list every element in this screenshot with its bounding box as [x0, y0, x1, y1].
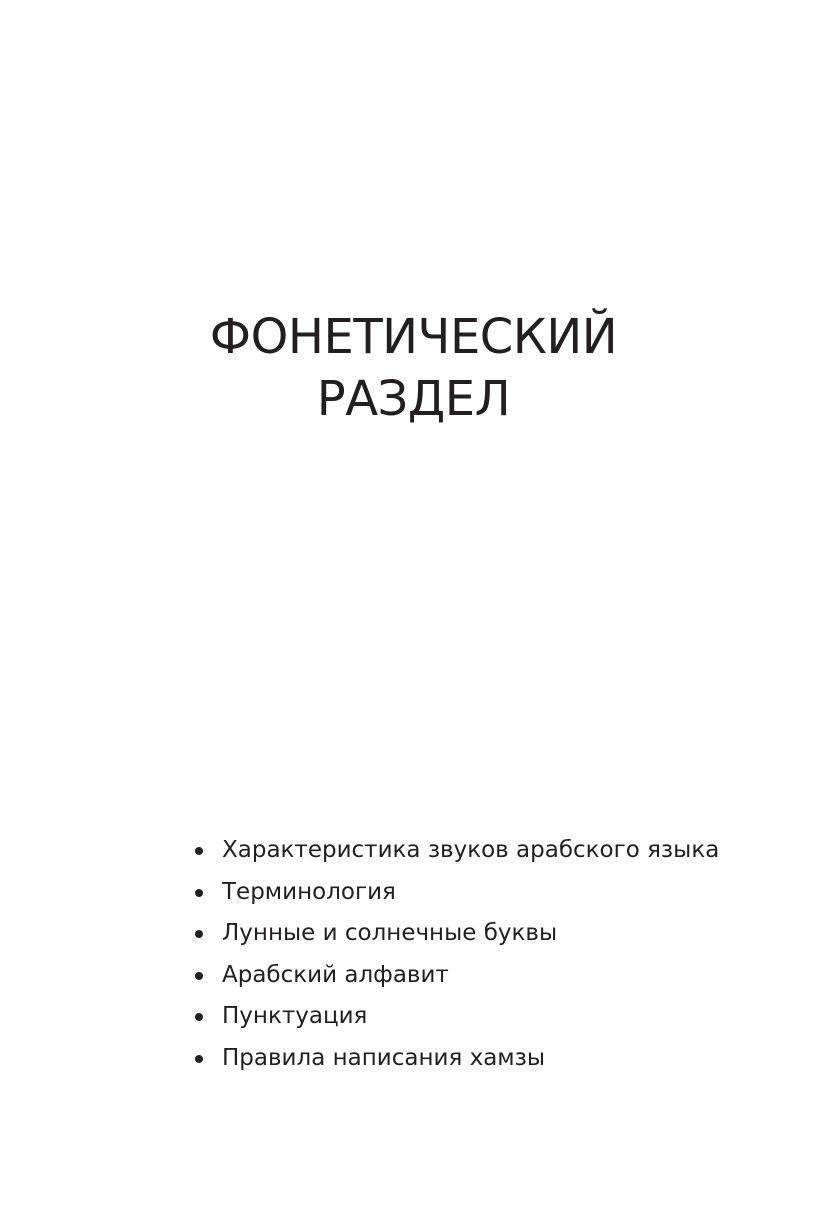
- topic-label: Характеристика звуков арабского языка: [222, 837, 720, 863]
- topic-item: [193, 872, 719, 914]
- topic-label: Терминология: [222, 878, 396, 905]
- bullet-icon: [195, 889, 203, 897]
- topic-item: [193, 996, 719, 1038]
- section-title-line-2: РАЗДЕЛ: [316, 371, 511, 427]
- bullet-icon: [195, 1013, 203, 1021]
- topic-label: Правила написания хамзы: [222, 1044, 546, 1071]
- bullet-icon: [195, 972, 203, 980]
- section-title-line-1: ФОНЕТИЧЕСКИЙ: [209, 309, 618, 365]
- bullet-icon: [195, 1055, 203, 1063]
- topic-label: Лунные и солнечные буквы: [222, 920, 558, 947]
- topic-label: Пунктуация: [222, 1003, 368, 1030]
- topic-item: [193, 955, 719, 997]
- section-title: [0, 306, 827, 430]
- topic-item: [193, 1038, 719, 1080]
- bullet-icon: [195, 930, 203, 938]
- topic-label: Арабский алфавит: [222, 961, 449, 988]
- topics-list: [193, 830, 719, 1080]
- bullet-icon: [195, 847, 203, 855]
- topic-item: [193, 830, 719, 872]
- topic-item: [193, 913, 719, 955]
